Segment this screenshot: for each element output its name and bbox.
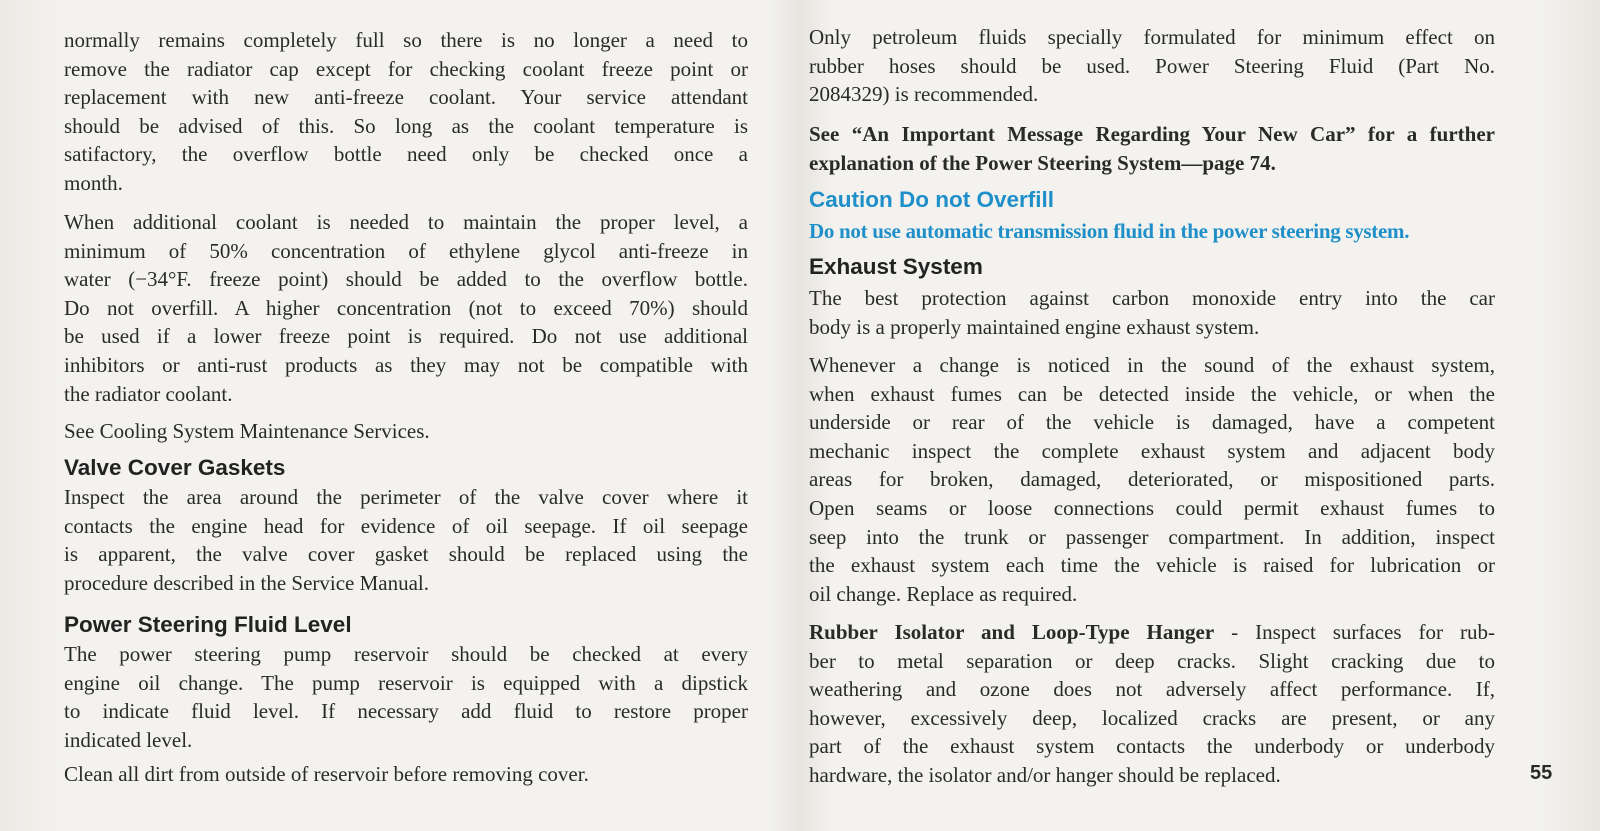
text-line: mechanic inspect the complete exhaust system and adjacent body <box>809 438 1495 463</box>
paragraph-additional-coolant <box>64 208 748 408</box>
text-line: the exhaust system each time the vehicle is raised for lubrication or <box>809 553 1495 578</box>
text-line: should be advised of this. So long as the coolant temperature is <box>64 113 748 138</box>
text-line: is apparent, the valve cover gasket should be replaced using the <box>64 542 748 567</box>
text-line: Inspect the area around the perimeter of the valve cover where it <box>64 485 748 509</box>
paragraph-important-message <box>809 120 1495 177</box>
paragraph-best-protection <box>809 284 1495 341</box>
text-line: Whenever a change is noticed in the sound of the exhaust system, <box>809 353 1495 377</box>
text-line: normally remains completely full so there is no longer a need to <box>64 28 748 52</box>
text-line: body is a properly maintained engine exhaust system. <box>809 314 1260 339</box>
heading-power-steering-fluid: Power Steering Fluid Level <box>64 612 352 637</box>
paragraph-power-steering <box>64 640 748 754</box>
text-line: Do not use automatic transmission fluid in the power steering system. <box>809 219 1410 243</box>
text-line: explanation of the Power Steering System—page 74. <box>809 150 1276 175</box>
paragraph-clean-dirt <box>64 760 748 789</box>
text-line: part of the exhaust system contacts the underbody or underbody <box>809 734 1495 759</box>
text-line: however, excessively deep, localized cracks are present, or any <box>809 705 1495 730</box>
paragraph-valve-cover <box>64 483 748 597</box>
heading-caution: Caution Do not Overfill <box>809 187 1054 212</box>
paragraph-coolant-overflow <box>64 26 748 198</box>
text-line: minimum of 50% concentration of ethylene glycol anti-freeze in <box>64 238 748 263</box>
text-line: See Cooling System Maintenance Services. <box>64 419 430 443</box>
text-line: The best protection against carbon monoxide entry into the car <box>809 286 1495 310</box>
text-line: inhibitors or anti-rust products as they may not be compatible with <box>64 352 748 377</box>
text-line: seep into the trunk or passenger compartment. In addition, inspect <box>809 524 1495 549</box>
rubber-isolator-lead: Rubber Isolator and Loop-Type Hanger <box>809 620 1215 644</box>
heading-exhaust-system: Exhaust System <box>809 254 983 279</box>
text-line: areas for broken, damaged, deteriorated, or mispositioned parts. <box>809 467 1495 492</box>
text-line: the radiator coolant. <box>64 381 233 406</box>
text-line: be used if a lower freeze point is required. Do not use additional <box>64 324 748 349</box>
text-line: indicated level. <box>64 727 193 752</box>
text-line: to indicate fluid level. If necessary add fluid to restore proper <box>64 699 748 724</box>
caution-text <box>809 217 1495 246</box>
rubber-isolator-body <box>809 647 1495 790</box>
text-line: underside or rear of the vehicle is damaged, have a competent <box>809 410 1495 435</box>
text-line: remove the radiator cap except for checking coolant freeze point or <box>64 56 748 81</box>
paragraph-petroleum-fluids <box>809 23 1495 109</box>
paragraph-exhaust-changes <box>809 351 1495 608</box>
text-line: The power steering pump reservoir should be checked at every <box>64 642 748 666</box>
text-line: rubber hoses should be used. Power Steering Fluid (Part No. <box>809 53 1495 78</box>
text-line: month. <box>64 170 123 195</box>
text-line: When additional coolant is needed to maintain the proper level, a <box>64 210 748 234</box>
heading-valve-cover-gaskets: Valve Cover Gaskets <box>64 455 286 480</box>
text-line: engine oil change. The pump reservoir is equipped with a dipstick <box>64 670 748 695</box>
text-line: ber to metal separation or deep cracks. Slight cracking due to <box>809 648 1495 673</box>
text-line: Do not overfill. A higher concentration (not to exceed 70%) should <box>64 295 748 320</box>
text-line: See “An Important Message Regarding Your New Car” for a further <box>809 122 1495 146</box>
text-line: water (−34°F. freeze point) should be added to the overflow bottle. <box>64 267 748 292</box>
text-line: contacts the engine head for evidence of oil seepage. If oil seepage <box>64 513 748 538</box>
text-line: Only petroleum fluids specially formulated for minimum effect on <box>809 25 1495 49</box>
text-line: Open seams or loose connections could permit exhaust fumes to <box>809 495 1495 520</box>
page-number: 55 <box>1530 762 1553 784</box>
paragraph-see-cooling <box>64 417 748 446</box>
text-line <box>809 618 1495 647</box>
text-line: 2084329) is recommended. <box>809 82 1039 107</box>
paragraph-rubber-isolator <box>809 618 1495 790</box>
text-line: satifactory, the overflow bottle need only be checked once a <box>64 142 748 167</box>
text-line: weathering and ozone does not adversely affect performance. If, <box>809 677 1495 702</box>
text-line: when exhaust fumes can be detected inside the vehicle, or when the <box>809 381 1495 406</box>
text-line: Clean all dirt from outside of reservoir before removing cover. <box>64 762 589 786</box>
text-line: oil change. Replace as required. <box>809 581 1078 606</box>
text-run: - Inspect surfaces for rub- <box>1214 620 1495 644</box>
text-line: replacement with new anti-freeze coolant. Your service attendant <box>64 85 748 110</box>
text-line: procedure described in the Service Manual. <box>64 570 430 595</box>
text-line: hardware, the isolator and/or hanger should be replaced. <box>809 762 1281 787</box>
